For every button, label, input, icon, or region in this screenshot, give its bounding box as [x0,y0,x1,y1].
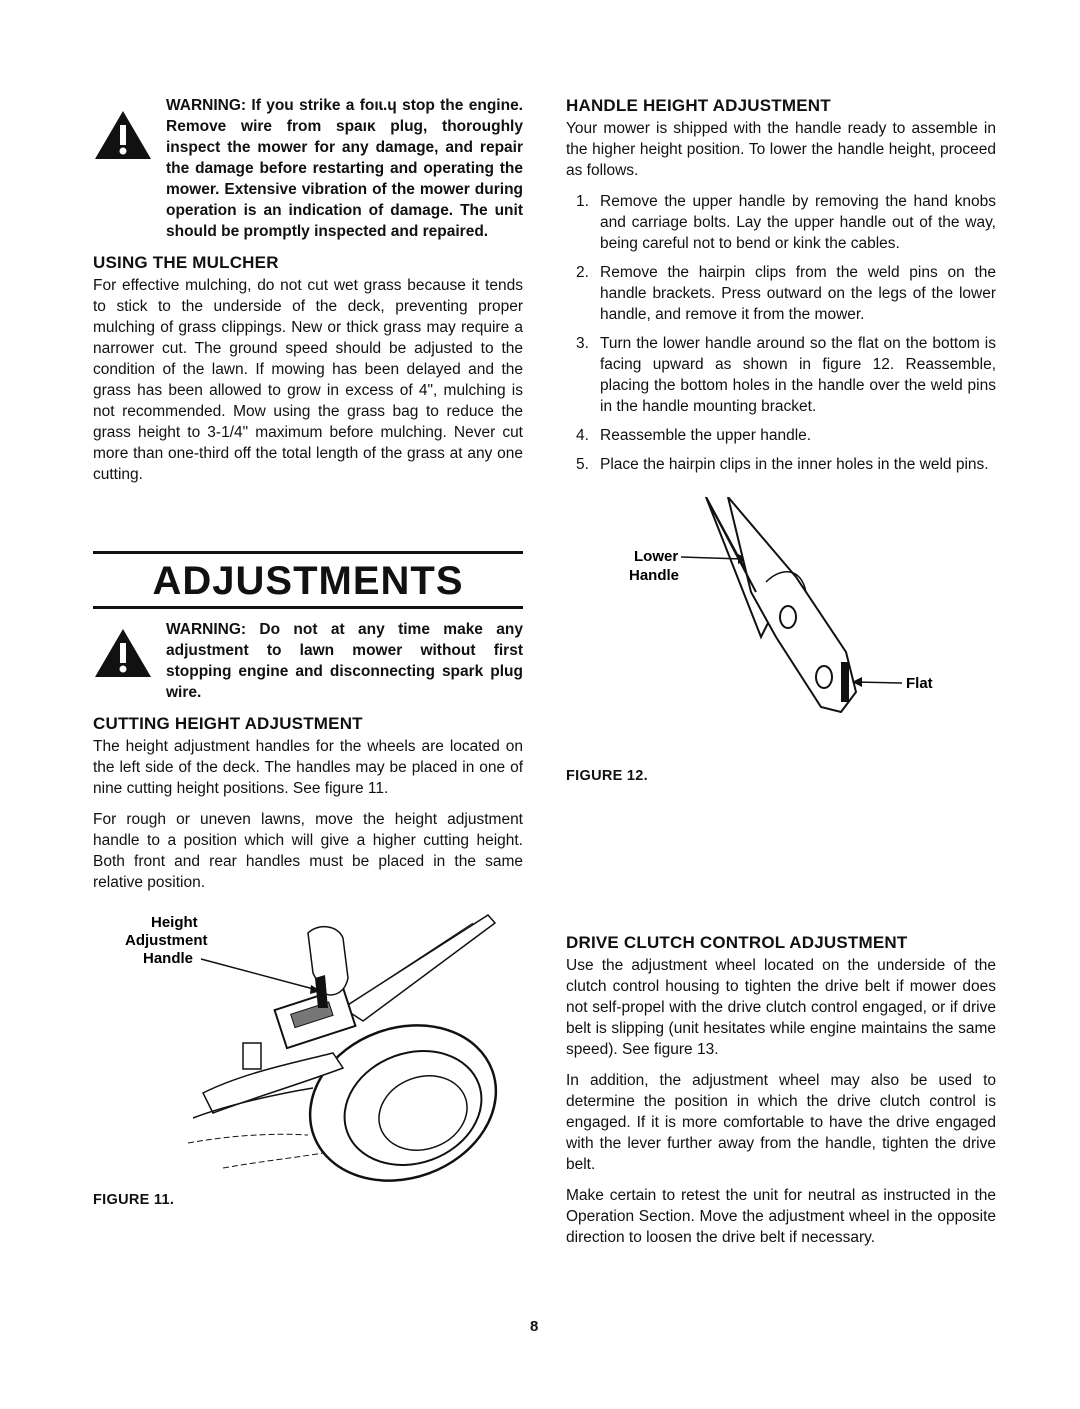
adjustments-title: ADJUSTMENTS [152,559,464,603]
warning-text-2: WARNING: Do not at any time make any adjustment to lawn mower without first stopping engine and disconnecting spark plug wire. [166,621,523,701]
cutting-height-heading: CUTTING HEIGHT ADJUSTMENT [93,714,363,733]
right-column [566,95,996,1258]
figure-12-label-flat: Flat [906,675,933,692]
list-item: 4. Reassemble the upper handle. [576,427,812,444]
cutting-height-paragraph-2: For rough or uneven lawns, move the height adjustment handle to a position which will give a higher cutting height. Both front and rear handles must be placed in the same relative position. [93,811,523,891]
warning-triangle-icon [93,627,153,679]
figure-11-label-handle: Handle [143,950,194,967]
drive-clutch-paragraph-1: Use the adjustment wheel located on the underside of the clutch control housing to tighten the drive belt if mower does not self-propel with the drive clutch control engaged, or if drive belt is slipping (unit hesitates while engine maintains the same speed). See figure 13. [566,957,996,1058]
warning-block-1 [93,95,523,242]
figure-11-caption: FIGURE 11. [93,1192,175,1208]
figure-12-label-handle: Handle [629,567,680,584]
figure-12-caption: FIGURE 12. [566,768,648,784]
handle-height-intro: Your mower is shipped with the handle ready to assemble in the higher height position. To lower the handle height, proceed as follows. [566,120,996,179]
cutting-height-paragraph-1: The height adjustment handles for the wheels are located on the left side of the deck. The handles may be placed in one of nine cutting height positions. See figure 11. [93,738,523,797]
handle-steps-list [566,191,996,475]
page-number: 8 [530,1318,539,1335]
mulcher-paragraph: For effective mulching, do not cut wet grass because it tends to stick to the underside of the deck, preventing proper mulching of grass clippings. New or thick grass may require a narrower cut. The ground speed should be adjusted to the condition of the lawn. If mowing has been delayed and the grass has been allowed to grow in excess of 4", mulching is not recommended. Mow using the grass bag to reduce the grass height to 3-1/4" maximum before mulching. Never cut more than one-third off the total length of the grass at any one cutting. [93,277,523,483]
list-item: 2. Remove the hairpin clips from the weld pins on the handle brackets. Press outward on the legs of the lower handle, and remove it from the mower. [576,264,996,323]
list-item: 1. Remove the upper handle by removing the hand knobs and carriage bolts. Lay the upper handle out of the way, being careful not to bend or kink the cables. [576,193,996,252]
handle-height-heading: HANDLE HEIGHT ADJUSTMENT [566,96,831,115]
drive-clutch-paragraph-2: In addition, the adjustment wheel may also be used to determine the position in which the drive clutch control is engaged. If it is more comfortable to have the drive engaged with the lever further away from the handle, tighten the drive belt. [566,1072,996,1173]
drive-clutch-paragraph-3: Make certain to retest the unit for neutral as instructed in the Operation Section. Move the adjustment wheel in the opposite direction to loosen the drive belt if necessary. [566,1187,996,1246]
figure-12-illustration [566,497,996,757]
title-rule-bottom [93,606,523,609]
figure-12-label-lower: Lower [634,548,679,565]
warning-block-2 [93,619,523,703]
figure-11-label-height: Height [151,914,198,931]
mulcher-heading: USING THE MULCHER [93,253,279,272]
list-item: 5. Place the hairpin clips in the inner holes in the weld pins. [576,456,989,473]
figure-11-label-adjustment: Adjustment [125,932,208,949]
figure-11-illustration [93,903,523,1193]
warning-text-1: WARNING: If you strike a foıɩ.ɥ stop the engine. Remove wire from spaıĸ plug, thoroughly inspect the mower for any damage, and repair the damage before restarting and operating the mower. Extensive vibration of the mower during operation is an indication of damage. The unit should be promptly inspected and repaired. [166,97,523,240]
warning-triangle-icon [93,109,153,161]
drive-clutch-heading: DRIVE CLUTCH CONTROL ADJUSTMENT [566,933,908,952]
list-item: 3. Turn the lower handle around so the flat on the bottom is facing upward as shown in figure 12. Reassemble, placing the bottom holes in the handle over the weld pins in the handle mounting bracket. [576,335,996,415]
left-column [93,95,523,1208]
